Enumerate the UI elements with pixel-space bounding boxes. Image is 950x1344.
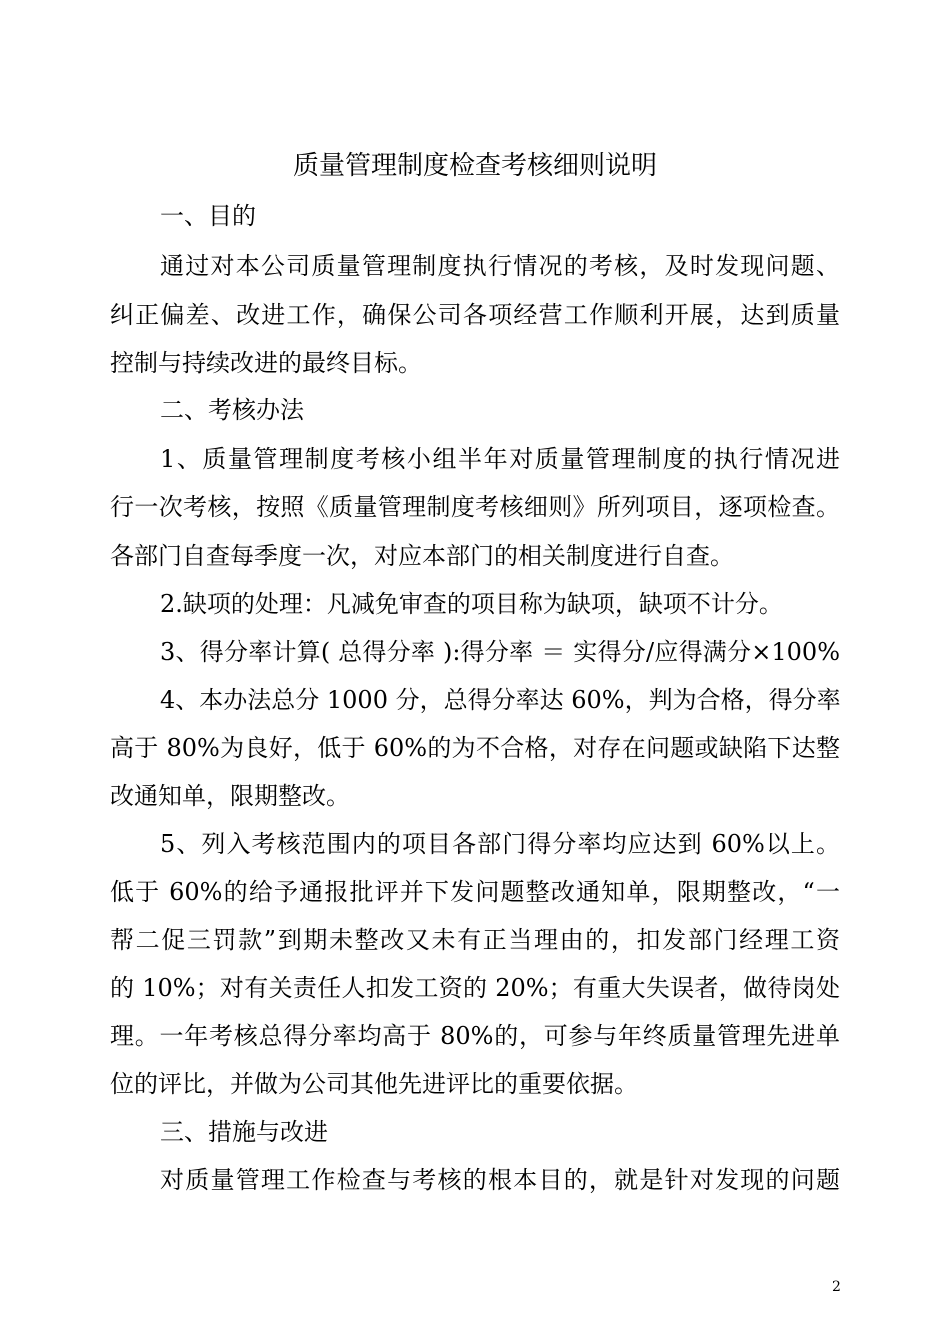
paragraph-line: 各部门自查每季度一次，对应本部门的相关制度进行自查。 — [110, 542, 734, 570]
paragraph-line: 低于 60%的给予通报批评并下发问题整改通知单，限期整改，“一 — [110, 878, 840, 906]
section-heading-method: 二、考核办法 — [160, 396, 304, 424]
section-heading-purpose: 一、目的 — [160, 202, 256, 230]
page-number: 2 — [832, 1279, 841, 1295]
paragraph-line: 2.缺项的处理：凡减免审查的项目称为缺项，缺项不计分。 — [160, 590, 783, 618]
document-title: 质量管理制度检查考核细则说明 — [292, 151, 657, 181]
section-heading-measures: 三、措施与改进 — [160, 1118, 328, 1146]
formula-line: 3、得分率计算( 总得分率 ):得分率 ＝ 实得分/应得满分×100% — [160, 638, 840, 666]
paragraph-line: 通过对本公司质量管理制度执行情况的考核，及时发现问题、 — [160, 252, 840, 280]
paragraph-line: 5、列入考核范围内的项目各部门得分率均应达到 60%以上。 — [160, 830, 840, 858]
paragraph-line: 高于 80%为良好，低于 60%的为不合格，对存在问题或缺陷下达整 — [110, 734, 840, 762]
paragraph-line: 1、质量管理制度考核小组半年对质量管理制度的执行情况进 — [160, 445, 840, 473]
paragraph-line: 控制与持续改进的最终目标。 — [110, 349, 422, 377]
paragraph-line: 对质量管理工作检查与考核的根本目的，就是针对发现的问题 — [160, 1166, 840, 1194]
paragraph-line: 纠正偏差、改进工作，确保公司各项经营工作顺利开展，达到质量 — [110, 301, 840, 329]
paragraph-line: 帮二促三罚款”到期未整改又未有正当理由的，扣发部门经理工资 — [110, 926, 840, 954]
paragraph-line: 行一次考核，按照《质量管理制度考核细则》所列项目，逐项检查。 — [110, 493, 840, 521]
paragraph-line: 的 10%；对有关责任人扣发工资的 20%；有重大失误者，做待岗处 — [110, 974, 840, 1002]
paragraph-line: 改通知单，限期整改。 — [110, 782, 350, 810]
paragraph-line: 位的评比，并做为公司其他先进评比的重要依据。 — [110, 1070, 638, 1098]
paragraph-line: 4、本办法总分 1000 分，总得分率达 60%，判为合格，得分率 — [160, 686, 841, 714]
paragraph-line: 理。一年考核总得分率均高于 80%的，可参与年终质量管理先进单 — [110, 1022, 840, 1050]
